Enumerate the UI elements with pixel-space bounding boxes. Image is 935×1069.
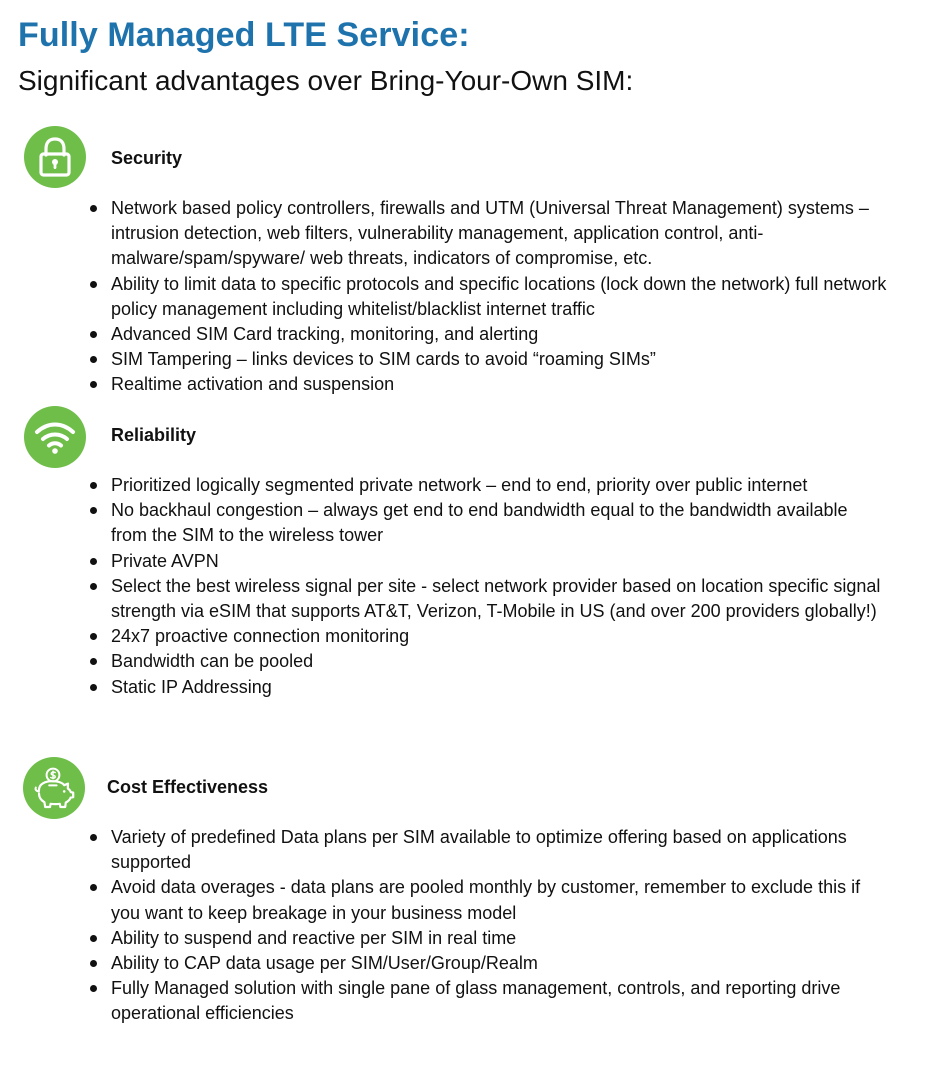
list-item-text: Ability to suspend and reactive per SIM in real time [111,927,517,948]
wifi-icon [24,406,86,468]
list-item-text: Realtime activation and suspension [111,374,395,395]
list-item-text: Select the best wireless signal per site - select network provider based on location specific signal strength via eSIM that supports AT&T, Verizon, T-Mobile in US (and over 200 providers globally!) [111,575,881,622]
bullet-dot [90,960,97,967]
list-item [88,649,888,674]
list-item-text: Fully Managed solution with single pane of glass management, controls, and reporting drive operational efficiencies [111,978,841,1024]
list-item [88,951,888,976]
list-item-text: Static IP Addressing [111,676,272,697]
list-item [88,624,888,649]
list-item [88,473,888,498]
list-item [88,549,888,574]
list-item [88,372,888,397]
list-item [88,498,888,548]
page-title: Fully Managed LTE Service: [18,16,470,54]
list-item [88,272,888,322]
bullet-dot [90,507,97,514]
list-item-text: Avoid data overages - data plans are pooled monthly by customer, remember to exclude this if you want to keep breakage in your business model [111,877,861,923]
cost-effectiveness-bullet-list [88,825,888,1027]
reliability-bullet-list [88,473,888,700]
list-item-text: Bandwidth can be pooled [111,651,314,672]
bullet-dot [90,884,97,891]
security-bullet-list [88,196,888,398]
reliability-heading: Reliability [111,425,197,445]
list-item [88,825,888,875]
bullet-dot [90,935,97,942]
page-subtitle: Significant advantages over Bring-Your-Own SIM: [18,65,634,96]
list-item-text: No backhaul congestion – always get end to end bandwidth equal to the bandwidth available from the SIM to the wireless tower [111,500,848,546]
list-item-text: Ability to limit data to specific protocols and specific locations (lock down the network) full network policy management including whitelist/blacklist internet traffic [111,273,887,319]
list-item [88,926,888,951]
bullet-dot [90,205,97,212]
bullet-dot [90,583,97,590]
list-item-text: SIM Tampering – links devices to SIM cards to avoid “roaming SIMs” [111,349,656,370]
list-item [88,976,888,1026]
bullet-dot [90,834,97,841]
bullet-dot [90,658,97,665]
security-heading: Security [111,148,183,168]
list-item [88,675,888,700]
bullet-dot [90,381,97,388]
bullet-dot [90,558,97,565]
list-item [88,875,888,925]
list-item-text: Prioritized logically segmented private network – end to end, priority over public internet [111,475,808,495]
cost-effectiveness-heading: Cost Effectiveness [107,777,269,797]
lock-icon [24,126,86,188]
bullet-dot [90,281,97,288]
piggy-bank-icon [23,757,85,819]
bullet-dot [90,482,97,489]
list-item-text: Network based policy controllers, firewalls and UTM (Universal Threat Management) systems – intrusion detection, web filters, vulnerability management, application control, anti-malware/spam/spyware/ web threats, indicators of compromise, etc. [111,198,869,269]
list-item-text: Advanced SIM Card tracking, monitoring, and alerting [111,324,539,345]
list-item-text: Private AVPN [111,550,219,571]
list-item [88,196,888,272]
bullet-dot [90,633,97,640]
list-item-text: Ability to CAP data usage per SIM/User/Group/Realm [111,953,538,974]
bullet-dot [90,985,97,992]
list-item-text: 24x7 proactive connection monitoring [111,626,410,647]
list-item [88,322,888,347]
bullet-dot [90,684,97,691]
list-item [88,347,888,372]
bullet-dot [90,356,97,363]
list-item-text: Variety of predefined Data plans per SIM available to optimize offering based on applications supported [111,827,847,873]
bullet-dot [90,331,97,338]
list-item [88,574,888,624]
